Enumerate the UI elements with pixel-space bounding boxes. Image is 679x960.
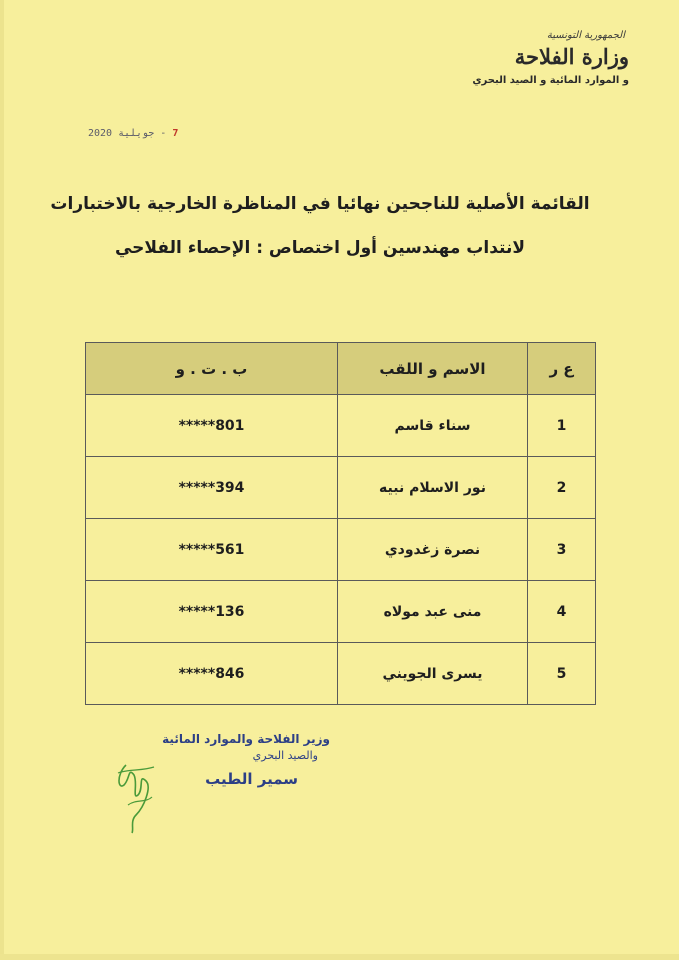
table-row: [86, 643, 596, 705]
page-edge: [0, 0, 4, 960]
results-table: [85, 342, 596, 705]
signature-title-line-1: وزير الفلاحة والموارد المائية: [162, 732, 330, 746]
handwritten-signature: [108, 745, 168, 835]
row-id-card: 561*****: [86, 519, 338, 581]
row-number: 2: [528, 457, 596, 519]
row-name: يسرى الجويني: [338, 643, 528, 705]
page-edge: [0, 954, 679, 960]
row-id-card: 801*****: [86, 395, 338, 457]
table-row: [86, 519, 596, 581]
row-name: نور الاسلام نبيه: [338, 457, 528, 519]
date-stamp-day: 7: [172, 128, 179, 139]
table-row: [86, 395, 596, 457]
signature-name: سمير الطيب: [205, 770, 298, 788]
column-header-id-card: ب . ت . و: [86, 343, 338, 395]
row-name: نصرة زغدودي: [338, 519, 528, 581]
row-id-card: 394*****: [86, 457, 338, 519]
table-row: [86, 457, 596, 519]
table-row: [86, 581, 596, 643]
table-header-row: [86, 343, 596, 395]
row-number: 1: [528, 395, 596, 457]
date-stamp-rest: - جويلية 2020: [88, 128, 167, 139]
row-id-card: 136*****: [86, 581, 338, 643]
row-id-card: 846*****: [86, 643, 338, 705]
letterhead-subtitle: و الموارد المائية و الصيد البحري: [472, 75, 629, 86]
row-name: سناء قاسم: [338, 395, 528, 457]
date-stamp: [88, 128, 178, 139]
letterhead-ministry: وزارة الفلاحة: [514, 44, 629, 69]
row-name: منى عبد مولاه: [338, 581, 528, 643]
row-number: 5: [528, 643, 596, 705]
column-header-number: ع ر: [528, 343, 596, 395]
letterhead: [429, 30, 629, 86]
column-header-name: الاسم و اللقب: [338, 343, 528, 395]
letterhead-republic: الجمهورية التونسية: [546, 30, 625, 41]
row-number: 4: [528, 581, 596, 643]
signature-title-line-2: والصيد البحري: [252, 749, 318, 762]
row-number: 3: [528, 519, 596, 581]
document-title-line-2: لانتداب مهندسين أول اختصاص : الإحصاء الفلاحي: [114, 238, 526, 258]
document-title-line-1: القائمة الأصلية للناجحين نهائيا في المناظرة الخارجية بالاختبارات: [50, 194, 590, 214]
